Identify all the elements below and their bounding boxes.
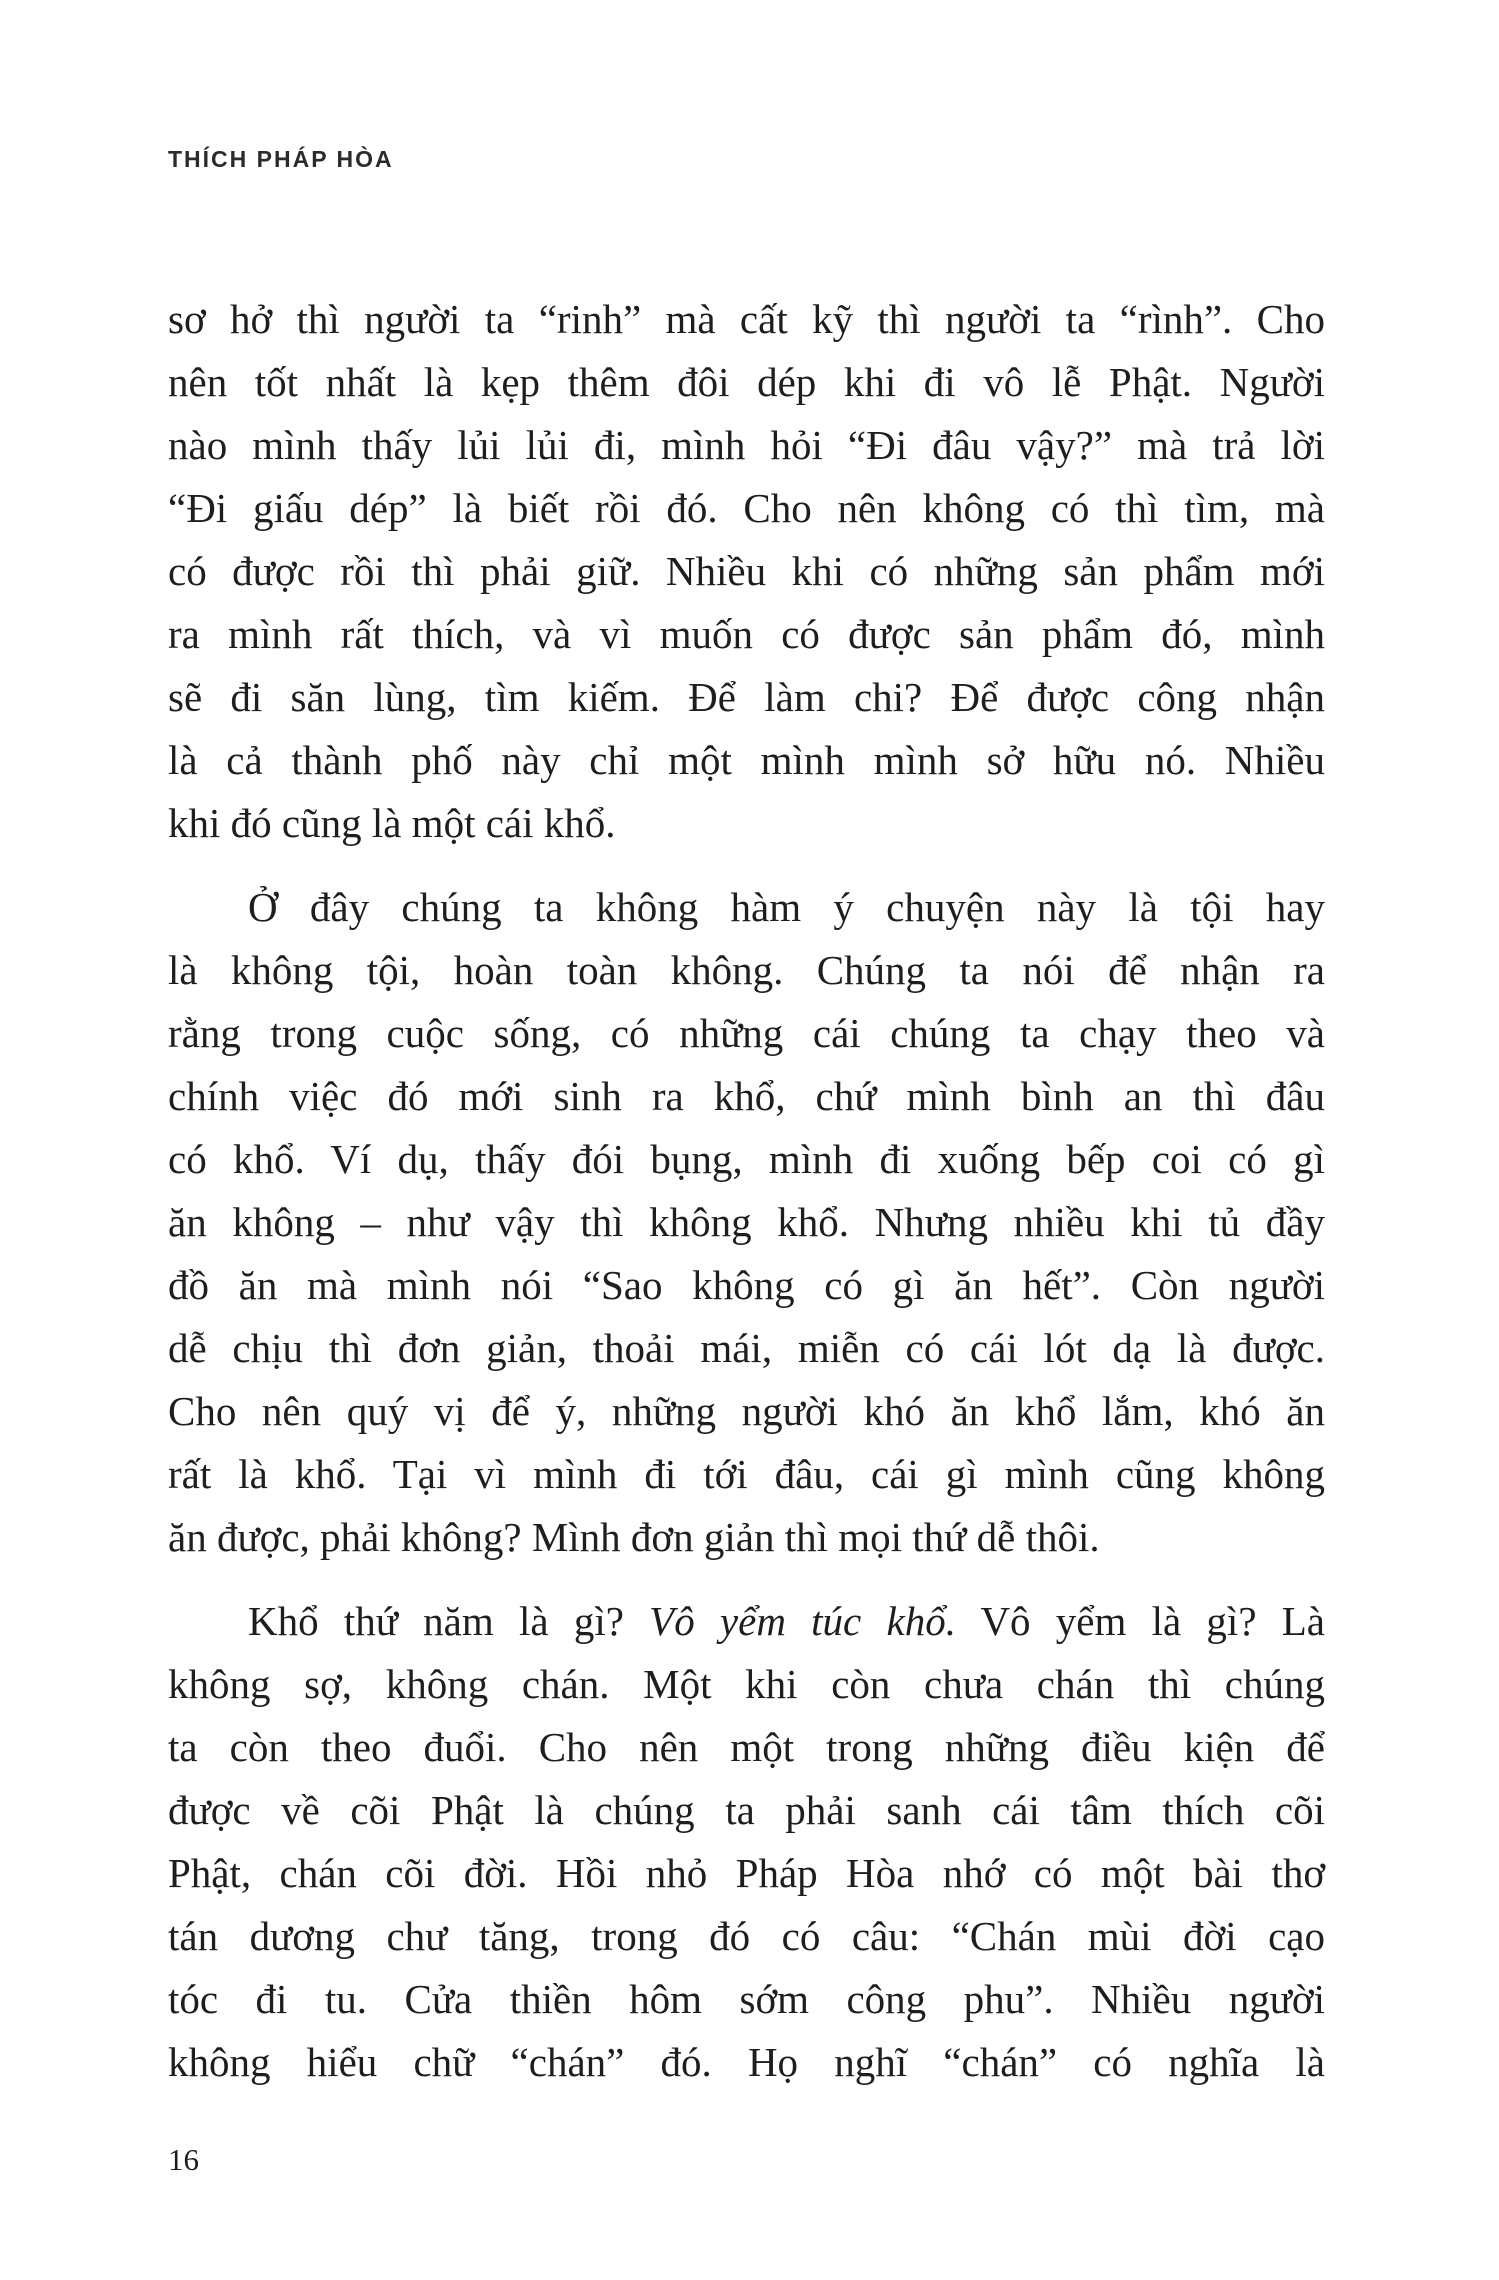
text-run: nào mình thấy lủi lủi đi, mình hỏi “Đi đâu vậy?” mà trả lời xyxy=(168,422,1325,468)
text-line xyxy=(168,414,1325,477)
text-run: Cho nên quý vị để ý, những người khó ăn khổ lắm, khó ăn xyxy=(168,1388,1325,1434)
text-run: không sợ, không chán. Một khi còn chưa chán thì chúng xyxy=(168,1661,1325,1707)
text-line xyxy=(168,1065,1325,1128)
text-run: đồ ăn mà mình nói “Sao không có gì ăn hết”. Còn người xyxy=(168,1262,1325,1308)
text-run: ra mình rất thích, và vì muốn có được sản phẩm đó, mình xyxy=(168,611,1325,657)
text-line xyxy=(168,1716,1325,1779)
text-run: rất là khổ. Tại vì mình đi tới đâu, cái gì mình cũng không xyxy=(168,1451,1325,1497)
text-line xyxy=(168,1506,1325,1569)
text-line xyxy=(168,729,1325,792)
running-header: THÍCH PHÁP HÒA xyxy=(168,146,394,172)
text-line xyxy=(168,876,1325,939)
text-line xyxy=(168,2031,1325,2094)
text-line xyxy=(168,1254,1325,1317)
text-run: là cả thành phố này chỉ một mình mình sở hữu nó. Nhiều xyxy=(168,737,1325,783)
text-run: ta còn theo đuổi. Cho nên một trong những điều kiện để xyxy=(168,1724,1325,1770)
text-line xyxy=(168,1191,1325,1254)
text-line xyxy=(168,351,1325,414)
text-run: không hiểu chữ “chán” đó. Họ nghĩ “chán” có nghĩa là xyxy=(168,2039,1325,2085)
text-line xyxy=(168,288,1325,351)
text-line xyxy=(168,1443,1325,1506)
text-line xyxy=(168,666,1325,729)
text-line xyxy=(168,1590,1325,1653)
text-run: nên tốt nhất là kẹp thêm đôi dép khi đi vô lễ Phật. Người xyxy=(168,359,1325,405)
text-line xyxy=(168,1842,1325,1905)
text-line xyxy=(168,477,1325,540)
text-run: có được rồi thì phải giữ. Nhiều khi có những sản phẩm mới xyxy=(168,548,1325,594)
text-run: “Đi giấu dép” là biết rồi đó. Cho nên không có thì tìm, mà xyxy=(168,485,1325,531)
text-line xyxy=(168,1128,1325,1191)
paragraph-3 xyxy=(168,1590,1325,2094)
text-line xyxy=(168,1653,1325,1716)
text-run: sơ hở thì người ta “rinh” mà cất kỹ thì người ta “rình”. Cho xyxy=(168,296,1325,342)
text-line xyxy=(168,603,1325,666)
text-run: Khổ thứ năm là gì? xyxy=(248,1598,650,1644)
text-line xyxy=(168,540,1325,603)
paragraph-1 xyxy=(168,288,1325,855)
text-run: Vô yểm là gì? Là xyxy=(955,1598,1325,1644)
text-run: rằng trong cuộc sống, có những cái chúng ta chạy theo và xyxy=(168,1010,1325,1056)
text-run: Ở đây chúng ta không hàm ý chuyện này là tội hay xyxy=(248,884,1325,930)
text-line xyxy=(168,792,1325,855)
text-run: được về cõi Phật là chúng ta phải sanh cái tâm thích cõi xyxy=(168,1787,1325,1833)
text-line xyxy=(168,1779,1325,1842)
italic-text-run: Vô yểm túc khổ. xyxy=(649,1598,956,1644)
text-line xyxy=(168,1002,1325,1065)
text-run: Phật, chán cõi đời. Hồi nhỏ Pháp Hòa nhớ có một bài thơ xyxy=(168,1850,1325,1896)
text-line xyxy=(168,939,1325,1002)
text-run: sẽ đi săn lùng, tìm kiếm. Để làm chi? Để được công nhận xyxy=(168,674,1325,720)
text-run: tóc đi tu. Cửa thiền hôm sớm công phu”. Nhiều người xyxy=(168,1976,1325,2022)
text-line xyxy=(168,1317,1325,1380)
body-text xyxy=(168,288,1325,2094)
text-run: dễ chịu thì đơn giản, thoải mái, miễn có cái lót dạ là được. xyxy=(168,1325,1325,1371)
text-line xyxy=(168,1968,1325,2031)
text-run: ăn được, phải không? Mình đơn giản thì mọi thứ dễ thôi. xyxy=(168,1514,1100,1560)
text-run: ăn không – như vậy thì không khổ. Nhưng nhiều khi tủ đầy xyxy=(168,1199,1325,1245)
text-run: là không tội, hoàn toàn không. Chúng ta nói để nhận ra xyxy=(168,947,1325,993)
text-line xyxy=(168,1380,1325,1443)
text-line xyxy=(168,1905,1325,1968)
text-run: khi đó cũng là một cái khổ. xyxy=(168,800,616,846)
text-run: chính việc đó mới sinh ra khổ, chứ mình bình an thì đâu xyxy=(168,1073,1325,1119)
text-run: tán dương chư tăng, trong đó có câu: “Chán mùi đời cạo xyxy=(168,1913,1325,1959)
page-number: 16 xyxy=(168,2142,199,2177)
text-run: có khổ. Ví dụ, thấy đói bụng, mình đi xuống bếp coi có gì xyxy=(168,1136,1325,1182)
paragraph-2 xyxy=(168,876,1325,1569)
